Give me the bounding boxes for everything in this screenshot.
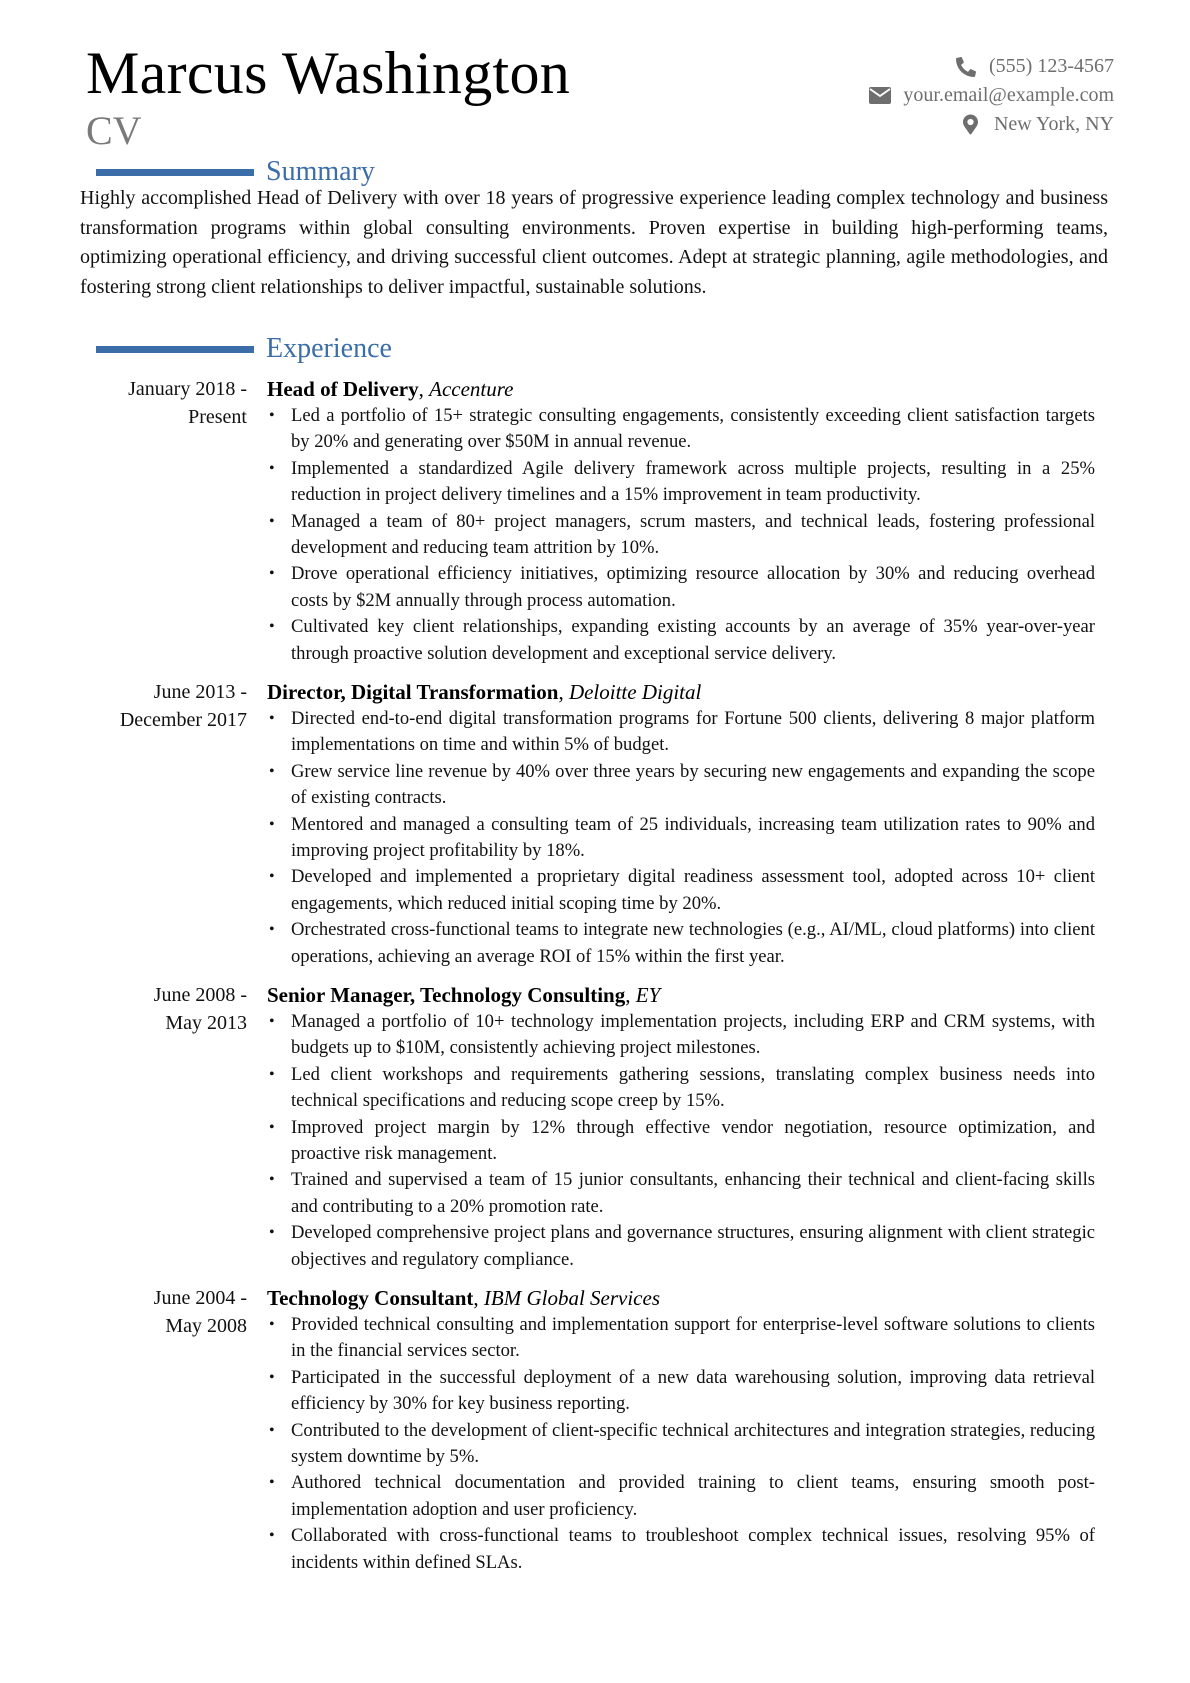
job-bullets [267,706,1095,970]
job-bullet-item [267,1220,1095,1273]
job-bullet-item [267,1365,1095,1418]
job-bullet-item [267,812,1095,865]
job-date-start: January 2018 - [128,378,247,400]
bullet-icon: • [269,868,275,886]
map-marker-icon [960,115,982,135]
experience-section-header [96,334,392,364]
bullet-icon: • [269,1474,275,1492]
phone-icon [955,57,977,77]
contact-phone [869,52,1114,81]
job-bullet-item [267,917,1095,970]
bullet-text: Orchestrated cross-functional teams to integrate new technologies (e.g., AI/ML, cloud platforms) into client operations, achieving an average ROI of 15% within the first year. [291,919,1095,967]
bullet-text: Mentored and managed a consulting team of 25 individuals, increasing team utilization rates to 90% and improving project profitability by 18%. [291,813,1095,862]
job-bullet-item [267,1009,1095,1062]
bullet-text: Contributed to the development of client-specific technical architectures and integration strategies, reducing system downtime by 5%. [291,1419,1095,1468]
bullet-text: Authored technical documentation and provided training to client teams, ensuring smooth post-implementation adoption and user proficiency. [291,1472,1095,1520]
job-heading-separator: , [558,680,569,704]
experience-title: Experience [266,333,392,364]
job-body [267,1284,1095,1576]
bullet-icon: • [269,1421,275,1439]
job-bullets [267,1009,1095,1273]
phone-number[interactable]: (555) 123-4567 [989,55,1114,77]
bullet-text: Directed end-to-end digital transformation programs for Fortune 500 clients, delivering 8 major platform implementations on time and within 5% of budget. [291,708,1095,756]
job-bullet-item [267,706,1095,759]
contact-info [869,52,1114,139]
job-bullets [267,1312,1095,1576]
summary-text: Highly accomplished Head of Delivery with over 18 years of progressive experience leading complex technology and business transformation programs within global consulting environments. Proven expertise in building high-performing teams, optimizing operational efficiency, and driving successful client outcomes. Adept at strategic planning, agile methodologies, and fostering strong client relationships to deliver impactful, sustainable solutions. [80,187,1108,298]
job-bullet-item [267,759,1095,812]
bullet-text: Participated in the successful deployment of a new data warehousing solution, improving data retrieval efficiency by 30% for key business reporting. [291,1366,1095,1415]
job-role: Senior Manager, Technology Consulting [267,983,626,1007]
job-date-end: December 2017 [119,709,247,731]
bullet-icon: • [269,512,275,530]
bullet-text: Improved project margin by 12% through effective vendor negotiation, resource optimization, and proactive risk management. [291,1116,1095,1165]
job-heading [267,678,1095,706]
job-bullet-item [267,864,1095,917]
bullet-text: Grew service line revenue by 40% over three years by securing new engagements and expanding the scope of existing contracts. [291,760,1095,809]
bullet-icon: • [269,1224,275,1242]
bullet-icon: • [269,710,275,727]
bullet-icon: • [269,762,275,780]
bullet-icon: • [269,1527,275,1545]
bullet-text: Cultivated key client relationships, expanding existing accounts by an average of 35% year-over-year through proactive solution development and exceptional service delivery. [291,616,1095,664]
job-role: Director, Digital Transformation [267,680,559,704]
bullet-text: Managed a portfolio of 10+ technology implementation projects, including ERP and CRM systems, with budgets up to $10M, consistently achieving project milestones. [291,1011,1095,1059]
bullet-icon: • [269,1316,275,1333]
job-date-end: Present [188,406,247,428]
summary-title: Summary [266,156,375,187]
bullet-icon: • [269,565,275,583]
bullet-text: Trained and supervised a team of 15 junior consultants, enhancing their technical and client-facing skills and contributing to a 20% promotion rate. [291,1169,1095,1217]
bullet-text: Provided technical consulting and implementation support for enterprise-level software solutions to clients in the financial services sector. [291,1314,1095,1362]
bullet-icon: • [269,407,275,424]
job-heading-separator: , [625,983,636,1007]
job-dates [60,678,247,734]
bullet-icon: • [269,1065,275,1083]
job-company: EY [635,983,661,1007]
contact-email [869,81,1114,110]
summary-section-header [96,157,375,187]
job-bullet-item [267,509,1095,562]
bullet-text: Led a portfolio of 15+ strategic consulting engagements, consistently exceeding client satisfaction targets by 20% and generating over $50M in annual revenue. [291,405,1095,453]
bullet-icon: • [269,1171,275,1189]
job-date-start: June 2013 - [153,681,247,703]
bullet-icon: • [269,618,275,636]
job-body [267,981,1095,1273]
bullet-text: Developed and implemented a proprietary digital readiness assessment tool, adopted across 10+ client engagements, which reduced initial scoping time by 20%. [291,866,1095,914]
bullet-text: Managed a team of 80+ project managers, scrum masters, and technical leads, fostering professional development and reducing team attrition by 10%. [291,510,1095,559]
bullet-text: Developed comprehensive project plans and governance structures, ensuring alignment with client strategic objectives and regulatory compliance. [291,1222,1095,1270]
job-bullet-item [267,403,1095,456]
job-bullet-item [267,1312,1095,1365]
job-role: Head of Delivery [267,377,419,401]
bullet-text: Led client workshops and requirements gathering sessions, translating complex business needs into technical specifications and reducing scope creep by 15%. [291,1063,1095,1112]
bullet-icon: • [269,1118,275,1136]
job-dates [60,375,247,431]
job-bullet-item [267,1470,1095,1523]
section-accent-bar [96,346,254,353]
bullet-text: Collaborated with cross-functional teams to troubleshoot complex technical issues, resolving 95% of incidents within defined SLAs. [291,1525,1095,1573]
job-bullet-item [267,1167,1095,1220]
job-heading [267,981,1095,1009]
job-body [267,678,1095,970]
job-heading [267,375,1095,403]
email-address[interactable]: your.email@example.com [903,84,1114,106]
job-bullet-item [267,1523,1095,1576]
job-bullet-item [267,1062,1095,1115]
job-company: IBM Global Services [483,1286,660,1310]
location-text: New York, NY [993,113,1114,135]
bullet-icon: • [269,459,275,477]
job-company: Deloitte Digital [568,680,702,704]
job-role: Technology Consultant [267,1286,474,1310]
job-bullet-item [267,1418,1095,1471]
document-subtitle: CV [86,108,142,153]
bullet-icon: • [269,1013,275,1030]
job-dates [60,1284,247,1340]
job-date-end: May 2013 [165,1012,247,1034]
job-date-start: June 2008 - [153,984,247,1006]
job-bullet-item [267,614,1095,667]
job-company: Accenture [429,377,514,401]
job-heading-separator: , [418,377,430,401]
job-bullet-item [267,456,1095,509]
job-date-end: May 2008 [165,1315,247,1337]
job-bullet-item [267,1115,1095,1168]
bullet-icon: • [269,815,275,833]
contact-location [869,110,1114,139]
job-body [267,375,1095,667]
job-heading-separator: , [473,1286,484,1310]
bullet-icon: • [269,1368,275,1386]
job-bullet-item [267,561,1095,614]
job-dates [60,981,247,1037]
bullet-text: Implemented a standardized Agile delivery framework across multiple projects, resulting in a 25% reduction in project delivery timelines and a 15% improvement in team productivity. [291,457,1095,506]
section-accent-bar [96,169,254,176]
job-date-start: June 2004 - [153,1287,247,1309]
envelope-icon [869,86,891,106]
candidate-name: Marcus Washington [86,40,571,106]
bullet-icon: • [269,921,275,939]
job-heading [267,1284,1095,1312]
bullet-text: Drove operational efficiency initiatives, optimizing resource allocation by 30% and reducing overhead costs by $2M annually through process automation. [291,563,1095,611]
job-bullets [267,403,1095,667]
